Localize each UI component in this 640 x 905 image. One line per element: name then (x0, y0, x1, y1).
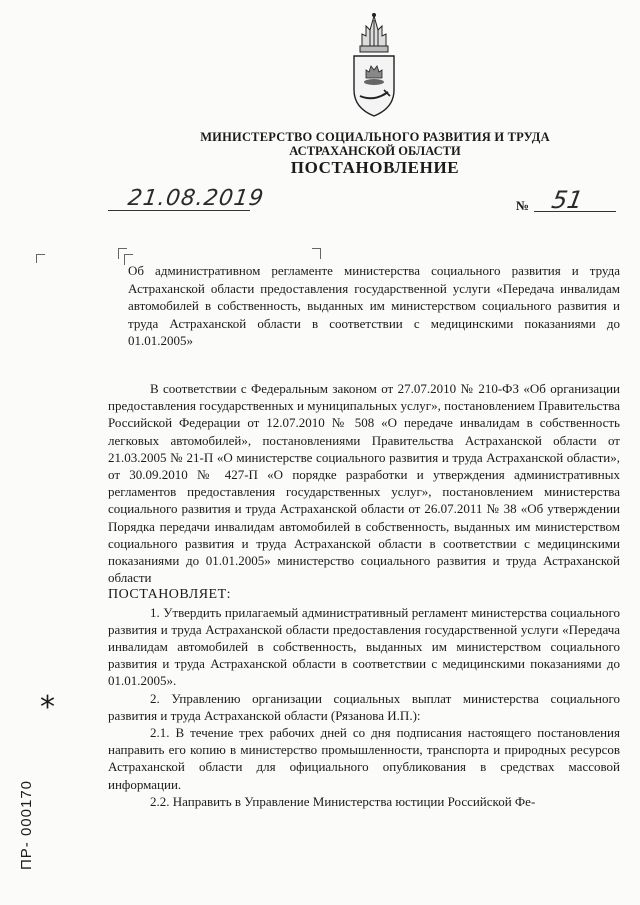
item-2-2: 2.2. Направить в Управление Министерства юстиции Российской Фе- (150, 793, 536, 809)
corner-mark-left (36, 254, 45, 263)
corner-mark-subject-right (312, 248, 321, 259)
document-subject: Об административном регламенте министерства социального развития и труда Астраханской области предоставления государственной услуги «Передача инвалидам автомобилей в собственность, выданных им министерством социального развития и труда Астраханской области в соответствии с медицинскими показаниями до 01.01.2005» (128, 263, 620, 349)
document-number: 51 (549, 186, 586, 214)
margin-asterisk: * (40, 690, 55, 725)
astrakhan-coat-of-arms-icon (344, 12, 404, 118)
number-underline (534, 211, 616, 212)
item-2-1: 2.1. В течение трех рабочих дней со дня подписания настоящего постановления направить его копию в министерство промышленности, транспорта и природных ресурсов Астраханской области для официального опубликования в средствах массовой информации. (108, 725, 620, 792)
document-body (108, 380, 620, 810)
preamble-paragraph: В соответствии с Федеральным законом от 27.07.2010 № 210-ФЗ «Об организации предоставления государственных и муниципальных услуг», постановлением Правительства Российской Федерации от 12.07.2010 № 508 «О передаче инвалидам в собственность легковых автомобилей», постановлениями Правительства Астраханской области от 21.03.2005 № 21-П «О министерстве социального развития и труда Астраханской области», от 30.09.2010 № 427-П «О порядке разработки и утверждения административных регламентов предоставления государственных услуг», постановлением министерства социального развития и труда Астраханской области от 26.07.2011 № 38 «Об утверждении Порядка передачи инвалидам автомобилей в собственность, выданных им министерством социального развития и труда Астраханской области в соответствии с медицинскими показаниями до 01.01.2005» министерство социального развития и труда Астраханской области (108, 381, 620, 586)
ministry-title-line1: МИНИСТЕРСТВО СОЦИАЛЬНОГО РАЗВИТИЯ И ТРУДА (200, 130, 550, 144)
number-label: № (516, 198, 530, 213)
resolves-heading: ПОСТАНОВЛЯЕТ: (108, 587, 232, 603)
ministry-title-line2: АСТРАХАНСКОЙ ОБЛАСТИ (289, 144, 461, 158)
date-underline (108, 210, 250, 211)
document-date: 21.08.2019 (126, 186, 266, 211)
document-type-title: ПОСТАНОВЛЕНИЕ (290, 158, 460, 177)
item-2: 2. Управлению организации социальных выплат министерства социального развития и труда Астраханской области (Рязанова И.П.): (108, 690, 620, 723)
item-1: 1. Утвердить прилагаемый административный регламент министерства социального развития и труда Астраханской области предоставления государственной услуги «Передача инвалидам автомобилей в собственность, выданных им министерством социального развития и труда Астраханской области в соответствии с медицинскими показаниями до 01.01.2005». (108, 604, 620, 689)
registration-code: ПР- 000170 (18, 779, 35, 870)
